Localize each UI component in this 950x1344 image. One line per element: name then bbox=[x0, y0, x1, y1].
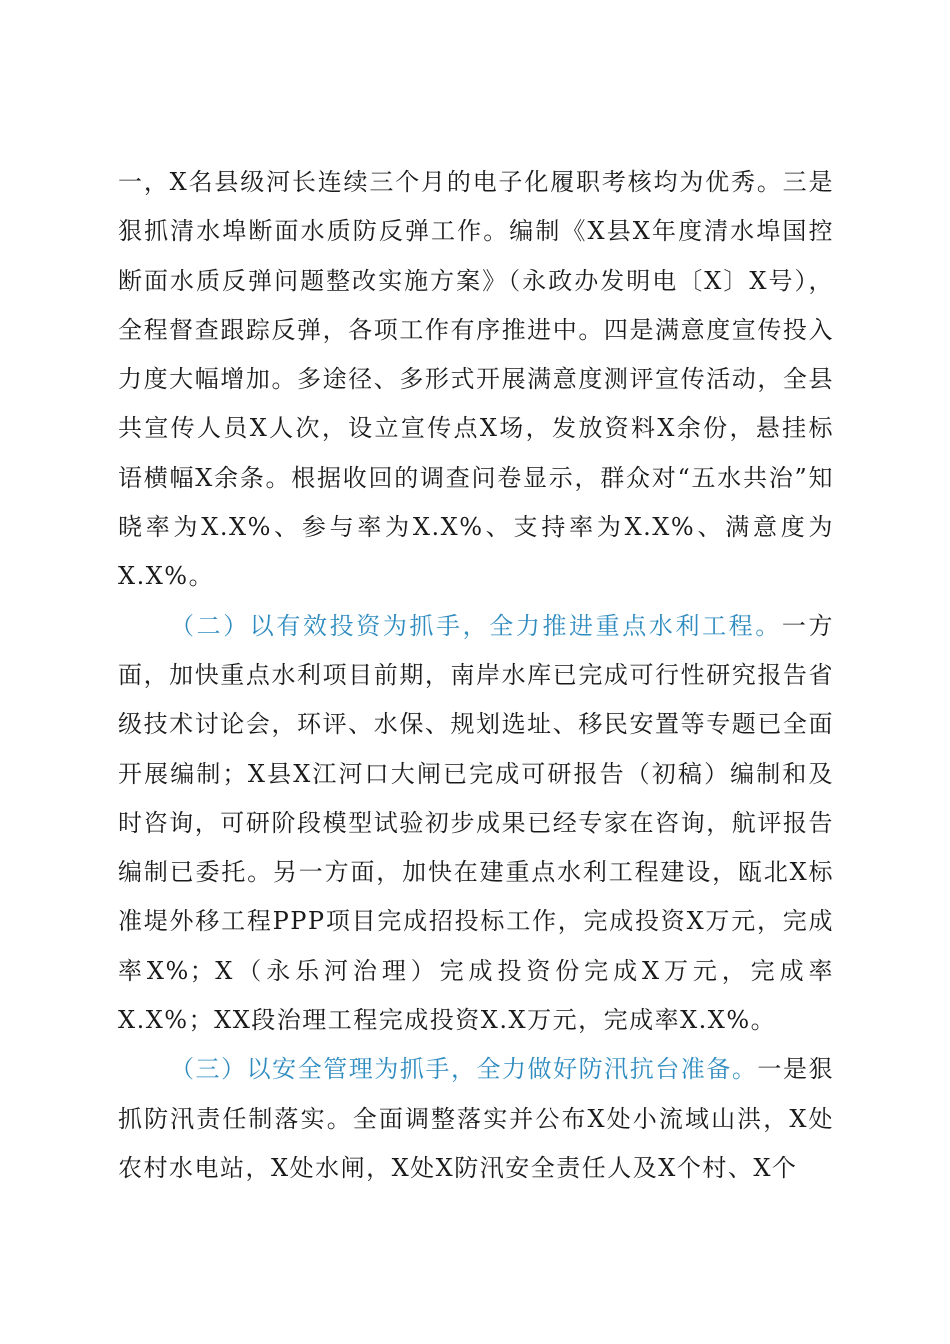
paragraph-continuation bbox=[118, 158, 834, 602]
section-heading: （三）以安全管理为抓手，全力做好防汛抗台准备。 bbox=[170, 1055, 758, 1084]
paragraph-text: 一方面，加快重点水利项目前期，南岸水库已完成可行性研究报告省级技术讨论会，环评、水保、规划选址、移民安置等专题已全面开展编制；X县X江河口大闸已完成可研报告（初稿）编制和及时咨询，可研阶段模型试验初步成果已经专家在咨询，航评报告编制已委托。另一方面，加快在建重点水利工程建设，瓯北X标准堤外移工程PPP项目完成招投标工作，完成投资X万元，完成率X%；X（永乐河治理）完成投资份完成X万元，完成率X.X%；XX段治理工程完成投资X.X万元，完成率X.X%。 bbox=[118, 611, 835, 1035]
document-body bbox=[118, 158, 834, 1193]
paragraph-text: 一是狠抓防汛责任制落实。全面调整落实并公布X处小流域山洪，X处农村水电站，X处水闸，X处X防汛安全责任人及X个村、X个 bbox=[118, 1055, 835, 1182]
paragraph-section-2 bbox=[118, 602, 834, 1046]
section-heading: （二）以有效投资为抓手，全力推进重点水利工程。 bbox=[170, 611, 782, 640]
paragraph-section-3 bbox=[118, 1045, 834, 1193]
paragraph-text: 一，X名县级河长连续三个月的电子化履职考核均为优秀。三是狠抓清水埠断面水质防反弹工作。编制《X县X年度清水埠国控断面水质反弹问题整改实施方案》（永政办发明电〔X〕X号），全程督查跟踪反弹，各项工作有序推进中。四是满意度宣传投入力度大幅增加。多途径、多形式开展满意度测评宣传活动，全县共宣传人员X人次，设立宣传点X场，发放资料X余份，悬挂标语横幅X余条。根据收回的调查问卷显示，群众对“五水共治”知晓率为X.X%、参与率为X.X%、支持率为X.X%、满意度为X.X%。 bbox=[118, 168, 834, 591]
